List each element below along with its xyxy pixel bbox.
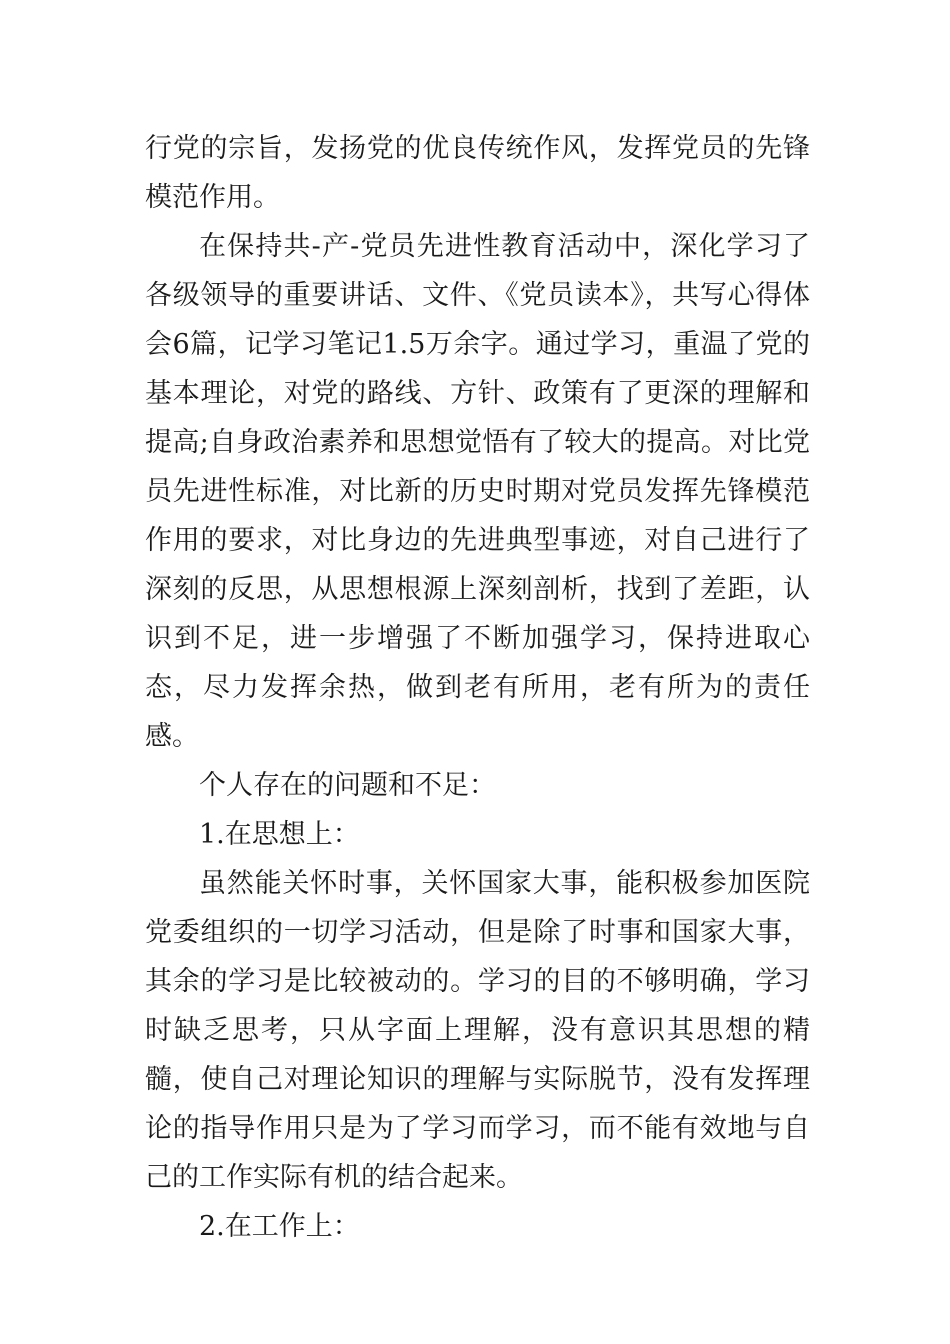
subheading-work: 2.在工作上： — [199, 1211, 360, 1242]
section-heading-problems: 个人存在的问题和不足： — [199, 770, 496, 801]
paragraph-study-summary: 在保持共-产-党员先进性教育活动中，深化学习了各级领导的重要讲话、文件、《党员读本》，共写心得体会6篇，记学习笔记1.5万余字。通过学习，重温了党的基本理论，对党的路线、方针、政策有了更深的理解和提高;自身政治素养和思想觉悟有了较大的提高。对比党员先进性标准，对比新的历史时期对党员发挥先锋模范作用的要求，对比身边的先进典型事迹，对自己进行了深刻的反思，从思想根源上深刻剖析，找到了差距，认识到不足，进一步增强了不断加强学习，保持进取心态，尽力发挥余热，做到老有所用，老有所为的责任感。 — [145, 231, 810, 752]
document-body — [145, 124, 810, 1251]
paragraph-continued: 行党的宗旨，发扬党的优良传统作风，发挥党员的先锋模范作用。 — [145, 133, 810, 213]
paragraph-thought-issues: 虽然能关怀时事，关怀国家大事，能积极参加医院党委组织的一切学习活动，但是除了时事和国家大事，其余的学习是比较被动的。学习的目的不够明确，学习时缺乏思考，只从字面上理解，没有意识其思想的精髓，使自己对理论知识的理解与实际脱节，没有发挥理论的指导作用只是为了学习而学习，而不能有效地与自己的工作实际有机的结合起来。 — [145, 868, 810, 1193]
subheading-thought: 1.在思想上： — [199, 819, 360, 850]
